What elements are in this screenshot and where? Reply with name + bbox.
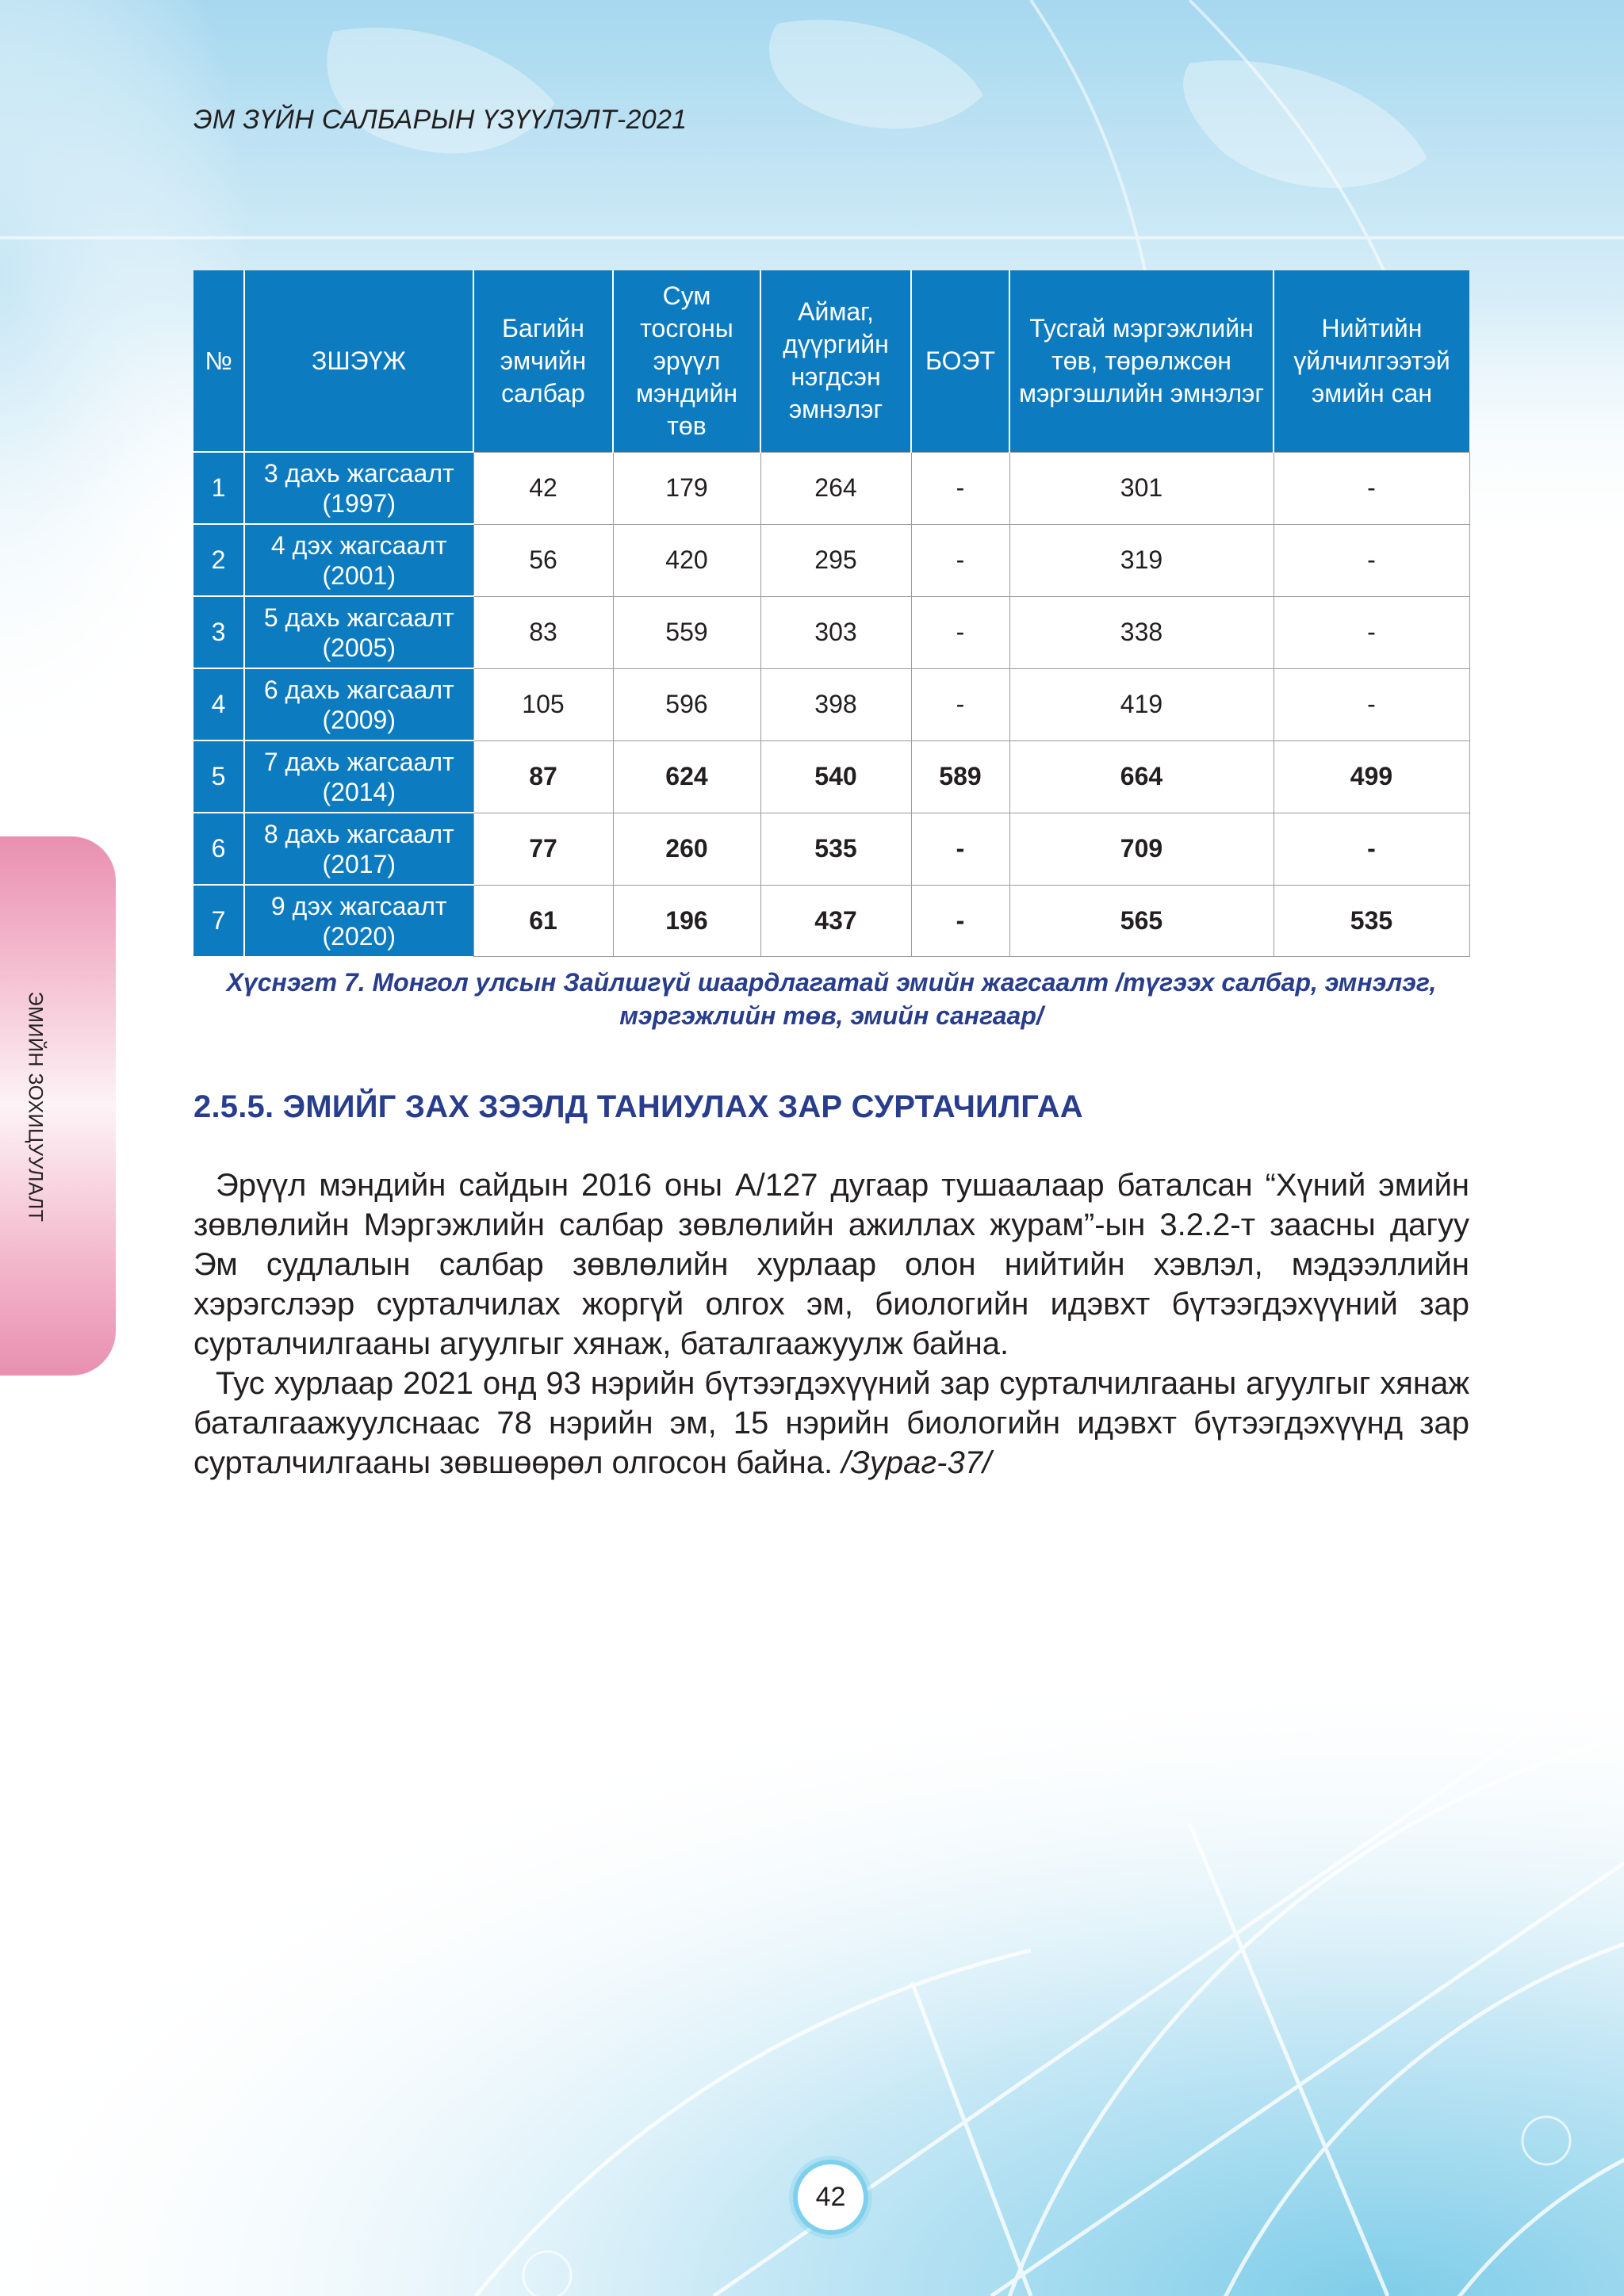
table-row [193, 813, 1469, 885]
table-cell: 420 [613, 524, 760, 596]
row-number: 2 [193, 524, 244, 596]
page-number: 42 [793, 2160, 868, 2235]
table-cell: 540 [760, 740, 911, 813]
table-cell: 499 [1274, 740, 1469, 813]
table-cell: 419 [1009, 668, 1274, 740]
table-cell: 87 [473, 740, 613, 813]
row-number: 3 [193, 596, 244, 668]
table-cell: 437 [760, 885, 911, 956]
table-cell: 77 [473, 813, 613, 885]
table-cell: 596 [613, 668, 760, 740]
table-cell: 398 [760, 668, 911, 740]
list-edition: 3 дахь жагсаалт (1997) [244, 452, 473, 524]
table-cell: - [911, 524, 1009, 596]
row-number: 1 [193, 452, 244, 524]
row-number: 5 [193, 740, 244, 813]
column-header: ЗШЭҮЖ [244, 270, 473, 452]
table-cell: 664 [1009, 740, 1274, 813]
row-number: 4 [193, 668, 244, 740]
table-cell: 303 [760, 596, 911, 668]
table-cell: - [1274, 668, 1469, 740]
table-cell: - [911, 668, 1009, 740]
table-cell: - [911, 885, 1009, 956]
row-number: 6 [193, 813, 244, 885]
table-cell: 301 [1009, 452, 1274, 524]
table-cell: 338 [1009, 596, 1274, 668]
table-cell: 535 [760, 813, 911, 885]
table-cell: 565 [1009, 885, 1274, 956]
figure-reference: /Зураг-37/ [841, 1445, 992, 1480]
section-heading: 2.5.5. ЭМИЙГ ЗАХ ЗЭЭЛД ТАНИУЛАХ ЗАР СУРТАЧИЛГАА [193, 1089, 1083, 1124]
table-row [193, 740, 1469, 813]
table-cell: - [911, 452, 1009, 524]
side-chapter-tab-text: ЭМИЙН ЗОХИЦУУЛАЛТ [24, 991, 47, 1223]
column-header: Аймаг, дүүргийн нэгдсэн эмнэлэг [760, 270, 911, 452]
table-cell: 56 [473, 524, 613, 596]
table-row [193, 452, 1469, 524]
paragraph: Эрүүл мэндийн сайдын 2016 оны А/127 дугаар тушаалаар баталсан “Хүний эмийн зөвлөлийн Мэргэжлийн салбар зөвлөлийн ажиллах журам”-ын 3.2.2-т заасны дагуу Эм судлалын салбар зөвлөлийн хурлаар олон нийтийн хэвлэл, мэдээллийн хэрэгслээр сурталчилах жоргүй олгох эм, биологийн идэвхт бүтээгдэхүүний зар сурталчилгааны агуулгыг хянаж, баталгаажуулж байна. [193, 1168, 1469, 1361]
table-cell: 42 [473, 452, 613, 524]
column-header: Багийн эмчийн салбар [473, 270, 613, 452]
table-cell: 260 [613, 813, 760, 885]
list-edition: 7 дахь жагсаалт (2014) [244, 740, 473, 813]
column-header: Нийтийн үйлчилгээтэй эмийн сан [1274, 270, 1469, 452]
body-text [193, 1165, 1469, 1483]
essential-medicines-table [193, 270, 1470, 957]
column-header: БОЭТ [911, 270, 1009, 452]
table-cell: 196 [613, 885, 760, 956]
list-edition: 9 дэх жагсаалт (2020) [244, 885, 473, 956]
table-cell: 624 [613, 740, 760, 813]
list-edition: 4 дэх жагсаалт (2001) [244, 524, 473, 596]
table-cell: 179 [613, 452, 760, 524]
table-cell: - [1274, 596, 1469, 668]
table-header-row [193, 270, 1469, 452]
table-cell: 535 [1274, 885, 1469, 956]
table-cell: 83 [473, 596, 613, 668]
table-cell: 589 [911, 740, 1009, 813]
table-cell: 105 [473, 668, 613, 740]
table-cell: 264 [760, 452, 911, 524]
table-cell: 709 [1009, 813, 1274, 885]
side-chapter-tab [0, 836, 116, 1376]
table-row [193, 668, 1469, 740]
table-row [193, 596, 1469, 668]
column-header: Тусгай мэргэжлийн төв, төрөлжсөн мэргэшлийн эмнэлэг [1009, 270, 1274, 452]
paragraph-text: Тус хурлаар 2021 онд 93 нэрийн бүтээгдэхүүний зар сурталчилгааны агуулгыг хянаж баталгаажуулснаас 78 нэрийн эм, 15 нэрийн биологийн идэвхт бүтээгдэхүүнд зар сурталчилгааны зөвшөөрөл олгосон байна. [193, 1366, 1469, 1480]
list-edition: 6 дахь жагсаалт (2009) [244, 668, 473, 740]
table-cell: - [911, 596, 1009, 668]
column-header: № [193, 270, 244, 452]
paragraph [193, 1364, 1469, 1483]
running-header: ЭМ ЗҮЙН САЛБАРЫН ҮЗҮҮЛЭЛТ-2021 [193, 105, 688, 135]
table-cell: - [1274, 524, 1469, 596]
table-caption: Хүснэгт 7. Монгол улсын Зайлшгүй шаардлагатай эмийн жагсаалт /түгээх салбар, эмнэлэг, мэргэжлийн төв, эмийн сангаар/ [226, 968, 1437, 1030]
table-cell: 559 [613, 596, 760, 668]
table-row [193, 524, 1469, 596]
table-cell: 319 [1009, 524, 1274, 596]
table-cell: - [1274, 452, 1469, 524]
table-row [193, 885, 1469, 956]
list-edition: 8 дахь жагсаалт (2017) [244, 813, 473, 885]
table-cell: - [1274, 813, 1469, 885]
table-cell: 61 [473, 885, 613, 956]
list-edition: 5 дахь жагсаалт (2005) [244, 596, 473, 668]
table-cell: - [911, 813, 1009, 885]
column-header: Сум тосгоны эрүүл мэндийн төв [613, 270, 760, 452]
table-cell: 295 [760, 524, 911, 596]
row-number: 7 [193, 885, 244, 956]
